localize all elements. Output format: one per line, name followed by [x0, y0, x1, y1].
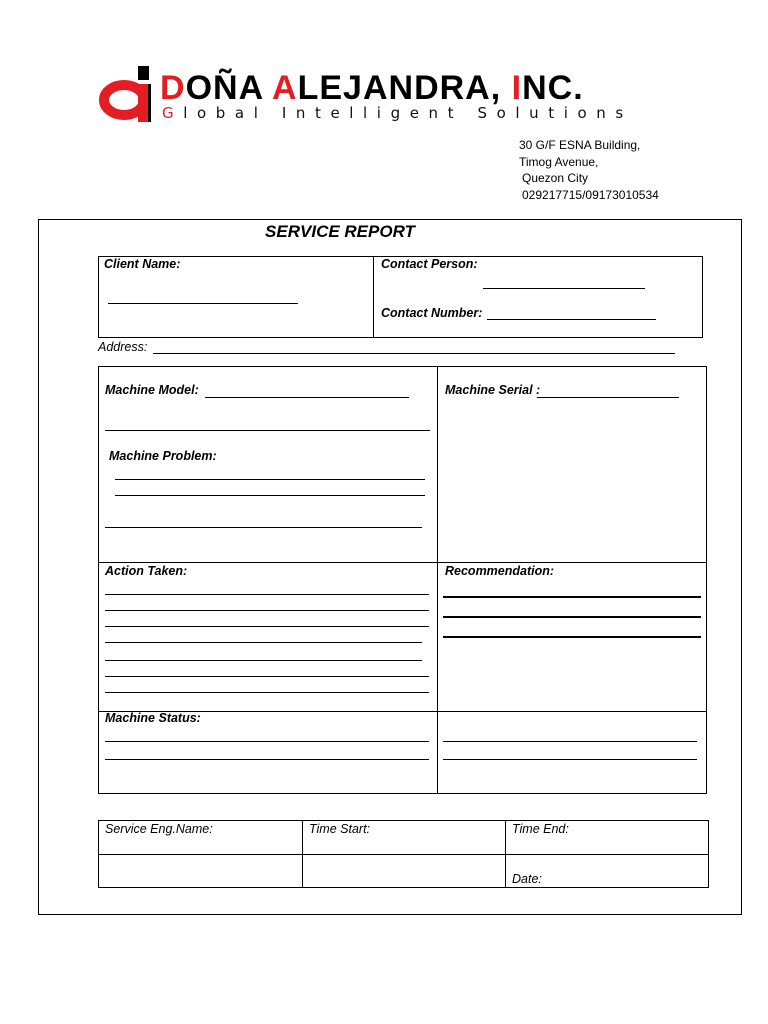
- service-eng-name-label: Service Eng.Name:: [105, 822, 213, 836]
- contact-person-label: Contact Person:: [381, 257, 478, 271]
- company-name-part3: NC.: [522, 69, 584, 107]
- action-taken-field[interactable]: [105, 642, 422, 643]
- company-tagline: [162, 104, 633, 122]
- recommendation-field[interactable]: [443, 636, 701, 638]
- client-name-field[interactable]: [108, 303, 298, 304]
- client-name-label: Client Name:: [104, 257, 181, 271]
- form-title: SERVICE REPORT: [265, 222, 415, 241]
- company-address: [519, 137, 659, 203]
- machine-problem-field[interactable]: [105, 527, 422, 528]
- address-field[interactable]: [153, 353, 675, 354]
- recommendation-field[interactable]: [443, 616, 701, 618]
- action-taken-label: Action Taken:: [105, 564, 188, 578]
- service-eng-name-cell[interactable]: [99, 855, 301, 887]
- date-label: Date:: [512, 872, 542, 886]
- company-name-part1: OÑA: [185, 69, 273, 107]
- recommendation-label: Recommendation:: [445, 564, 555, 578]
- section-divider-vertical: [437, 366, 438, 794]
- machine-model-field[interactable]: [205, 397, 409, 398]
- address-line: 029217715/09173010534: [522, 187, 659, 202]
- machine-status-field-right[interactable]: [443, 741, 697, 742]
- machine-status-field[interactable]: [105, 741, 429, 742]
- tagline-initial: G: [162, 104, 184, 122]
- machine-serial-field[interactable]: [537, 397, 679, 398]
- machine-model-field-line2[interactable]: [105, 430, 430, 431]
- action-taken-field[interactable]: [105, 594, 429, 595]
- company-name: [160, 70, 584, 106]
- contact-person-field[interactable]: [483, 288, 645, 289]
- address-line: 30 G/F ESNA Building,: [519, 138, 641, 152]
- company-logo-mark: [98, 62, 158, 124]
- tagline-rest: lobal Intelligent Solutions: [183, 104, 633, 122]
- recommendation-field[interactable]: [443, 596, 701, 598]
- action-taken-field[interactable]: [105, 660, 422, 661]
- machine-model-label: Machine Model:: [105, 383, 199, 397]
- address-line: Timog Avenue,: [519, 154, 599, 169]
- time-start-label: Time Start:: [309, 822, 371, 836]
- machine-problem-label: Machine Problem:: [109, 449, 217, 463]
- company-name-part2: LEJANDRA,: [297, 69, 512, 107]
- company-name-initial2: A: [272, 69, 298, 107]
- address-line: Quezon City: [522, 171, 589, 185]
- address-label: Address:: [98, 340, 148, 354]
- time-end-label: Time End:: [512, 822, 569, 836]
- time-start-cell[interactable]: [303, 855, 504, 887]
- action-taken-field[interactable]: [105, 610, 429, 611]
- action-taken-field[interactable]: [105, 692, 429, 693]
- machine-serial-label: Machine Serial :: [445, 383, 541, 397]
- table-divider-vertical: [505, 820, 506, 888]
- machine-status-label: Machine Status:: [105, 711, 201, 725]
- machine-status-field[interactable]: [105, 759, 429, 760]
- contact-number-field[interactable]: [487, 319, 656, 320]
- machine-problem-field[interactable]: [115, 479, 425, 480]
- action-taken-field[interactable]: [105, 626, 429, 627]
- contact-number-label: Contact Number:: [381, 306, 483, 320]
- action-taken-field[interactable]: [105, 676, 429, 677]
- section-divider-1: [98, 562, 707, 563]
- company-name-initial3: I: [511, 69, 523, 107]
- machine-problem-field[interactable]: [115, 495, 425, 496]
- company-name-initial: D: [160, 69, 186, 107]
- machine-status-field-right[interactable]: [443, 759, 697, 760]
